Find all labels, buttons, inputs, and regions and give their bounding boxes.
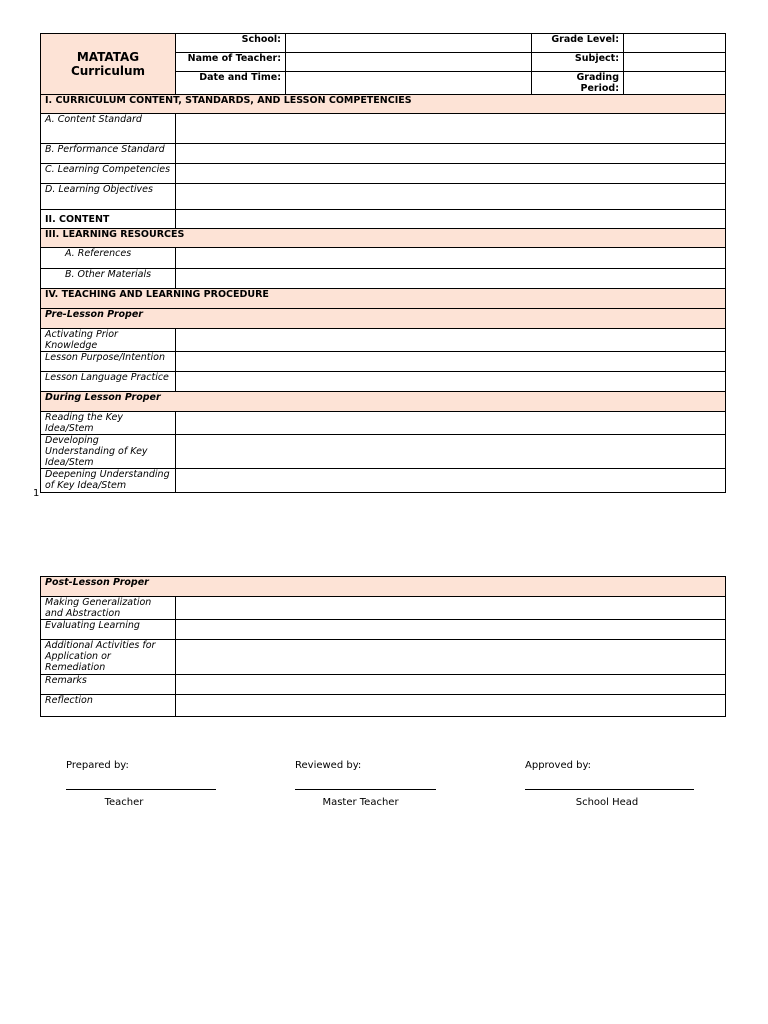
row-field[interactable] (176, 269, 726, 289)
section-heading-standards: I. CURRICULUM CONTENT, STANDARDS, AND LESSON COMPETENCIES (41, 95, 726, 114)
row-label: Activating Prior Knowledge (41, 329, 176, 352)
teacher-label: Name of Teacher: (176, 53, 286, 72)
row-label: Making Generalization and Abstraction (41, 597, 176, 620)
row-label: D. Learning Objectives (41, 184, 176, 210)
row-field[interactable] (176, 329, 726, 352)
row-field[interactable] (176, 640, 726, 675)
lesson-plan-table (40, 33, 726, 493)
page-number: 1 (33, 488, 40, 499)
row-label: Lesson Purpose/Intention (41, 352, 176, 372)
row-field[interactable] (176, 114, 726, 144)
row-field[interactable] (176, 469, 726, 493)
row-field[interactable] (176, 675, 726, 695)
row-label: Evaluating Learning (41, 620, 176, 640)
matatag-logo (41, 34, 176, 95)
school-head-role: School Head (575, 797, 639, 808)
row-field[interactable] (176, 435, 726, 469)
row-field[interactable] (176, 597, 726, 620)
teacher-role: Teacher (104, 797, 144, 808)
reviewed-by-label: Reviewed by: (295, 760, 362, 771)
row-label: Reading the Key Idea/Stem (41, 412, 176, 435)
row-field[interactable] (176, 620, 726, 640)
school-field[interactable] (286, 34, 532, 53)
signature-line[interactable] (525, 789, 694, 790)
approved-by-label: Approved by: (525, 760, 592, 771)
datetime-label: Date and Time: (176, 72, 286, 95)
subject-field[interactable] (624, 53, 726, 72)
post-lesson-table (40, 576, 726, 717)
section-heading-procedure: IV. TEACHING AND LEARNING PROCEDURE (41, 289, 726, 309)
row-label: C. Learning Competencies (41, 164, 176, 184)
row-field[interactable] (176, 210, 726, 229)
grading-period-label: Grading Period: (532, 72, 624, 95)
subheading-post-lesson: Post-Lesson Proper (41, 577, 726, 597)
signature-line[interactable] (295, 789, 436, 790)
row-field[interactable] (176, 412, 726, 435)
row-field[interactable] (176, 164, 726, 184)
row-label: A. Content Standard (41, 114, 176, 144)
row-label: Developing Understanding of Key Idea/Stem (41, 435, 176, 469)
master-teacher-role: Master Teacher (322, 797, 399, 808)
subheading-during-lesson: During Lesson Proper (41, 392, 726, 412)
row-label: Remarks (41, 675, 176, 695)
row-field[interactable] (176, 248, 726, 269)
subject-label: Subject: (532, 53, 624, 72)
row-label: A. References (41, 248, 176, 269)
prepared-by-label: Prepared by: (66, 760, 129, 771)
logo-line2: Curriculum (70, 64, 146, 78)
grading-period-field[interactable] (624, 72, 726, 95)
row-label: Additional Activities for Application or Remediation (41, 640, 176, 675)
row-label: B. Performance Standard (41, 144, 176, 164)
teacher-field[interactable] (286, 53, 532, 72)
subheading-pre-lesson: Pre-Lesson Proper (41, 309, 726, 329)
row-field[interactable] (176, 144, 726, 164)
row-label: Deepening Understanding of Key Idea/Stem (41, 469, 176, 493)
grade-level-label: Grade Level: (532, 34, 624, 53)
row-label: B. Other Materials (41, 269, 176, 289)
row-label: Reflection (41, 695, 176, 717)
signature-line[interactable] (66, 789, 216, 790)
row-field[interactable] (176, 184, 726, 210)
school-label: School: (176, 34, 286, 53)
row-field[interactable] (176, 352, 726, 372)
row-field[interactable] (176, 695, 726, 717)
section-heading-resources: III. LEARNING RESOURCES (41, 229, 726, 248)
section-heading-content: II. CONTENT (41, 210, 176, 229)
row-field[interactable] (176, 372, 726, 392)
logo-line1: MATATAG (76, 50, 140, 64)
grade-level-field[interactable] (624, 34, 726, 53)
datetime-field[interactable] (286, 72, 532, 95)
row-label: Lesson Language Practice (41, 372, 176, 392)
